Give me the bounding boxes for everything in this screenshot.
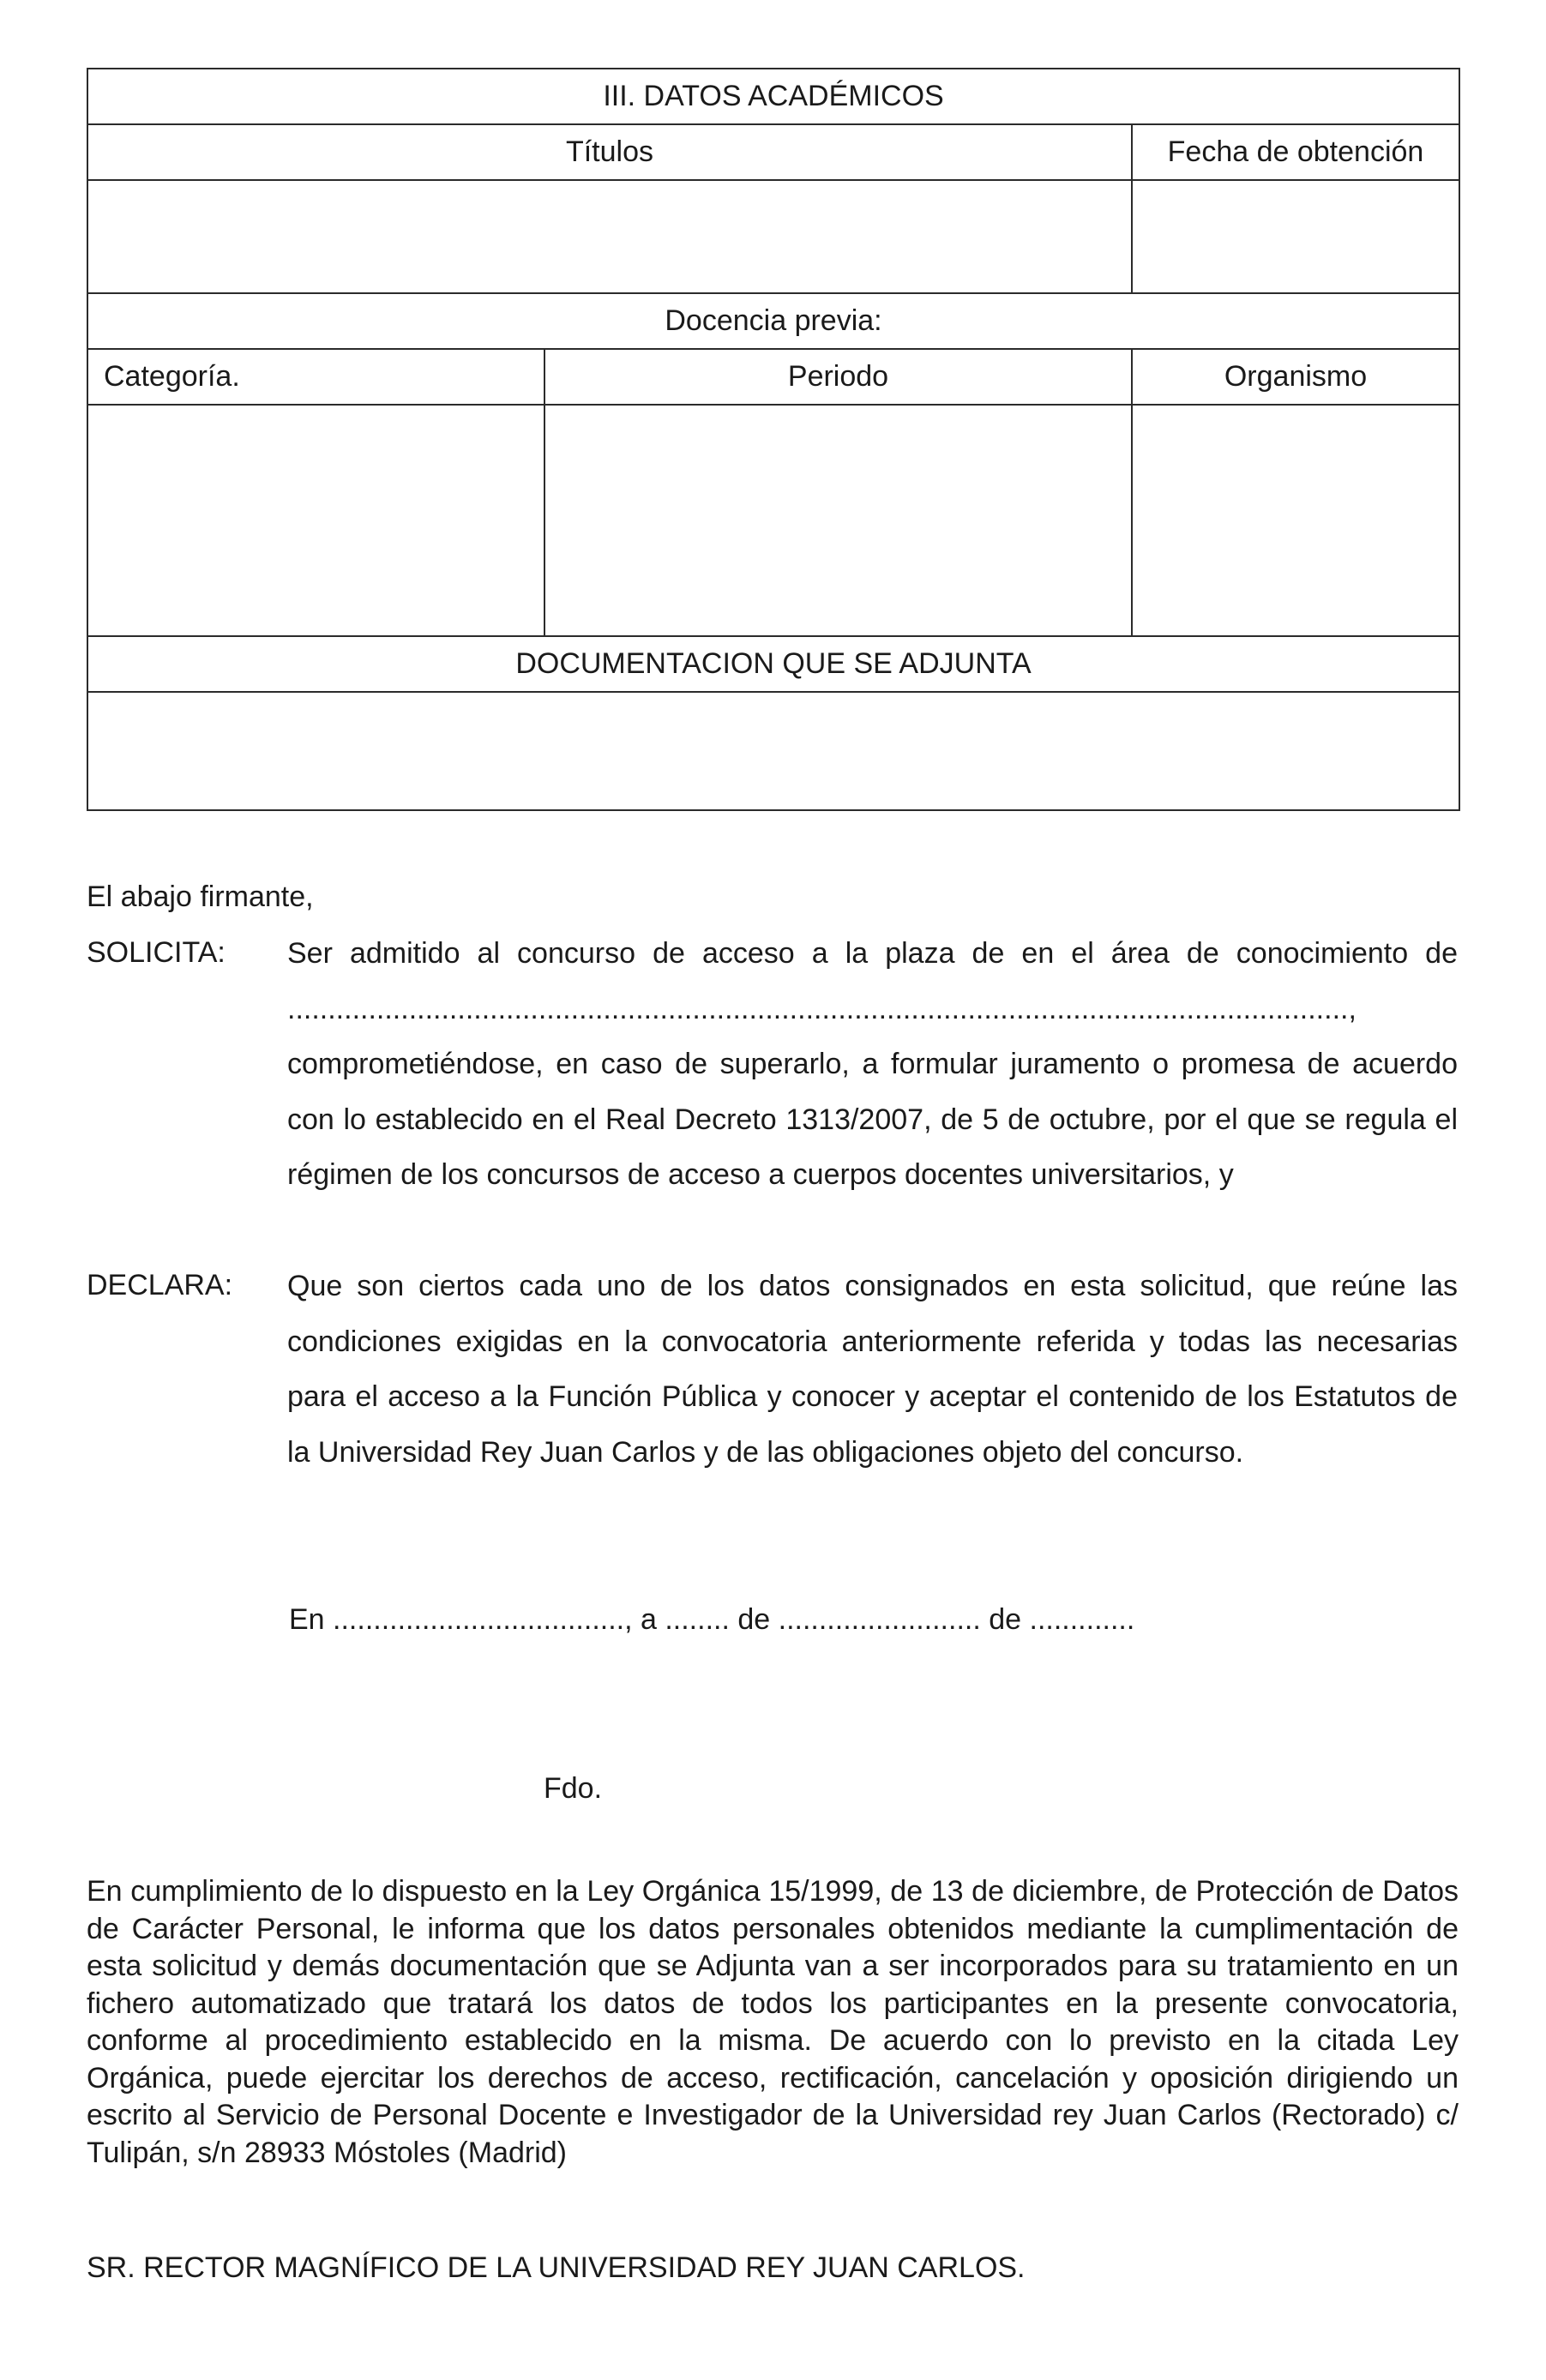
fecha-obtencion-field[interactable]	[1132, 180, 1459, 293]
academic-data-table	[87, 68, 1460, 811]
data-protection-notice: En cumplimiento de lo dispuesto en la Ley Orgánica 15/1999, de 13 de diciembre, de Protección de Datos de Carácter Personal, le informa que los datos personales obtenidos mediante la cumplimentación de esta solicitud y demás documentación que se Adjunta van a ser incorporados para su tratamiento en un fichero automatizado que tratará los datos de todos los participantes en la presente convocatoria, conforme al procedimiento establecido en la misma. De acuerdo con lo previsto en la citada Ley Orgánica, puede ejercitar los derechos de acceso, rectificación, cancelación y oposición dirigiendo un escrito al Servicio de Personal Docente e Investigador de la Universidad rey Juan Carlos (Rectorado) c/ Tulipán, s/n 28933 Móstoles (Madrid)	[87, 1875, 1459, 2169]
categoria-header: Categoría.	[87, 349, 544, 405]
periodo-header: Periodo	[544, 349, 1132, 405]
organismo-field[interactable]	[1132, 405, 1459, 636]
documentacion-field[interactable]	[87, 692, 1459, 810]
fecha-obtencion-header: Fecha de obtención	[1132, 124, 1459, 180]
declara-label: DECLARA:	[87, 1269, 233, 1301]
organismo-header: Organismo	[1132, 349, 1459, 405]
intro-text: El abajo firmante,	[87, 880, 314, 913]
declara-text: Que son ciertos cada uno de los datos consignados en esta solicitud, que reúne las condiciones exigidas en la convocatoria anteriormente referida y todas las necesarias para el acceso a la Función Pública y conocer y aceptar el contenido de los Estatutos de la Universidad Rey Juan Carlos y de las obligaciones objeto del concurso.	[287, 1270, 1458, 1469]
docencia-previa-title: Docencia previa:	[87, 293, 1459, 349]
solicita-label: SOLICITA:	[87, 936, 226, 969]
addressee: SR. RECTOR MAGNÍFICO DE LA UNIVERSIDAD REY JUAN CARLOS.	[87, 2251, 1026, 2284]
documentacion-title: DOCUMENTACION QUE SE ADJUNTA	[87, 636, 1459, 692]
signature-label: Fdo.	[544, 1772, 603, 1805]
categoria-field[interactable]	[87, 405, 544, 636]
titulos-field[interactable]	[87, 180, 1132, 293]
titulos-header: Títulos	[87, 124, 1132, 180]
periodo-field[interactable]	[544, 405, 1132, 636]
section-title: III. DATOS ACADÉMICOS	[87, 69, 1459, 124]
solicita-text: Ser admitido al concurso de acceso a la plaza de en el área de conocimiento de ..................................................................................................................................., comprometiéndose, en caso de superarlo, a formular juramento o promesa de acuerdo con lo establecido en el Real Decreto 1313/2007, de 5 de octubre, por el que se regula el régimen de los concursos de acceso a cuerpos docentes universitarios, y	[287, 937, 1458, 1191]
date-line: En ...................................., a ........ de ......................... de .............	[289, 1603, 1135, 1636]
